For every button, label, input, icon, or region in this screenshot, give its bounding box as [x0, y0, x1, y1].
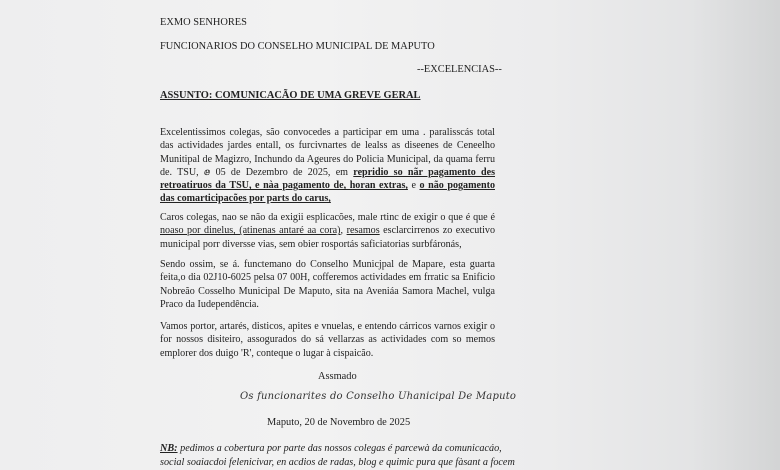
page-shadow	[690, 0, 780, 470]
paragraph-1-text-c: e	[407, 180, 420, 192]
nb-text: pedimos a cobertura por parte das nossos colegas é parcewà da comunicacáo, social soaiacdoi felenicivar, en acdios de radas, blog e quimic pura que fàsant a focem	[160, 443, 515, 468]
paragraph-1-emphasis-1: repridio so nãr pagamento des retroatiruos da TSU, e nàa pagamento de, horan extras,	[160, 166, 496, 192]
paragraph-1-emphasis-2: o não pogamento das comarticipacões por parts do carus,	[160, 180, 495, 205]
paragraph-2-text-e: esclarcirrenos zo executivo municipal porr diversse vias, sem obier rosportás saficiatorias surbfáronás,	[160, 225, 495, 250]
paragraph-4: Vamos portor, artarés, disticos, apites e vnuelas, e entendo cárricos varnos exigir o for nossos disiteiro, assogurados do sá vellarzas as actividades com so memos emplorer dos duigo 'R', conteque o lugar à cispaicão.	[160, 321, 495, 359]
greeting-line-2: FUNCIONARIOS DO CONSELHO MUNICIPAL DE MAPUTO	[160, 41, 435, 52]
paragraph-1	[160, 126, 495, 206]
paragraph-2-underlined-1: noaso por dinelus, (atinenas antaré aa cora)	[160, 225, 341, 237]
greeting-line-1: EXMO SENHORES	[160, 17, 247, 28]
paragraph-1-text-a: Excelentissimos colegas, são convocedes a participar em uma . paralisscás total das actividades jardes entall, os furcivnartes de lealss as diseenes de Ceneelho Munitipal de Magizro, Inchundo da Ageures do Policia Municipal, da quama ferru de. TSU, ⅇ 05 de Dezembro de 2025, em	[160, 127, 495, 178]
paragraph-2-underlined-2: resamos	[346, 225, 380, 237]
handwritten-signature: Os funcionarites do Conselho Uhanicipal De Maputo	[240, 391, 517, 402]
paragraph-2-text-a: Caros colegas, nao se não da exigii esplicacões, male rtinc de exigir o que é que é	[160, 212, 495, 223]
date-line: Maputo, 20 de Novembro de 2025	[267, 417, 411, 428]
subject-line: ASSUNTO: COMUNICACÃO DE UMA GREVE GERAL	[160, 90, 421, 101]
paragraph-2	[160, 211, 495, 251]
greeting-line-3: --EXCELENCIAS--	[417, 64, 502, 75]
nb-note	[160, 442, 520, 470]
signed-label: Assmado	[318, 371, 357, 382]
nb-label: NB:	[160, 443, 178, 454]
paragraph-3: Sendo ossim, se á. functemano do Conselho Municjpal de Mapare, esta guarta feita,o dia 02J10-6025 pelsa 07 00H, cofferemos actividades em frratic sa Enificio Nobreão Cosselho Municipal De Maputo, sita na Aveniáa Samora Machel, vulga Praco da Iudependência.	[160, 259, 495, 310]
paragraph-2-text-c: ,	[340, 225, 347, 237]
